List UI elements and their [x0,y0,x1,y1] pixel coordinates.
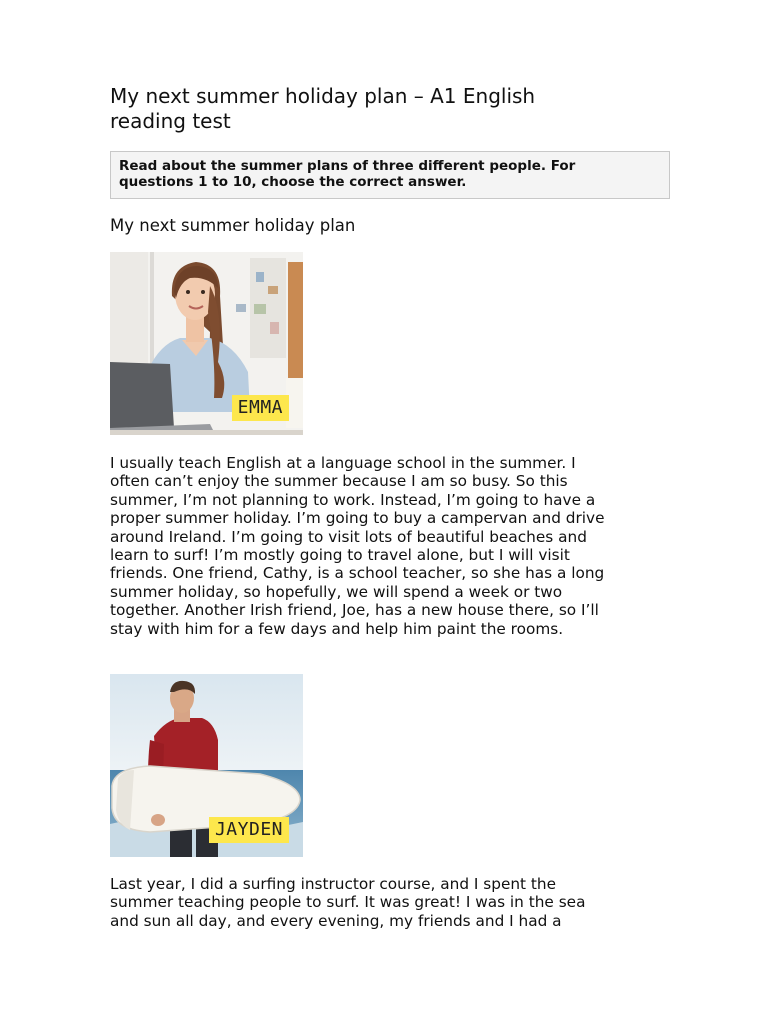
paragraph-line: often can’t enjoy the summer because I am so busy. So this [110,472,568,491]
document-page [110,84,670,930]
paragraph-line: and sun all day, and every evening, my friends and I had a [110,911,562,930]
title-line-2: reading test [110,109,231,133]
paragraph-line: summer, I’m not planning to work. Instead, I’m going to have a [110,490,596,509]
paragraph-line: summer teaching people to surf. It was great! I was in the sea [110,893,586,912]
instructions-line-1: Read about the summer plans of three different people. For [119,158,576,174]
instructions-line-2: questions 1 to 10, choose the correct answer. [119,174,467,190]
jayden-paragraph [110,875,670,930]
emma-paragraph [110,454,670,638]
jayden-name-tag: JAYDEN [209,817,289,843]
paragraph-line: around Ireland. I’m going to visit lots of beautiful beaches and [110,527,587,546]
paragraph-line: Last year, I did a surfing instructor course, and I spent the [110,875,557,894]
paragraph-line: proper summer holiday. I’m going to buy a campervan and drive [110,509,605,528]
paragraph-line: summer holiday, so hopefully, we will spend a week or two [110,582,563,601]
section-heading: My next summer holiday plan [110,216,356,235]
paragraph-line: learn to surf! I’m mostly going to travel alone, but I will visit [110,546,570,565]
jayden-photo [110,674,303,857]
paragraph-line: I usually teach English at a language school in the summer. I [110,454,576,472]
page-title [110,84,670,134]
instructions-box [110,151,670,199]
emma-photo [110,252,303,435]
paragraph-line: together. Another Irish friend, Joe, has a new house there, so I’ll [110,601,599,620]
emma-name-tag: EMMA [232,395,289,421]
paragraph-line: friends. One friend, Cathy, is a school teacher, so she has a long [110,564,605,583]
title-line-1: My next summer holiday plan – A1 English [110,84,536,108]
paragraph-line: stay with him for a few days and help him paint the rooms. [110,619,564,638]
